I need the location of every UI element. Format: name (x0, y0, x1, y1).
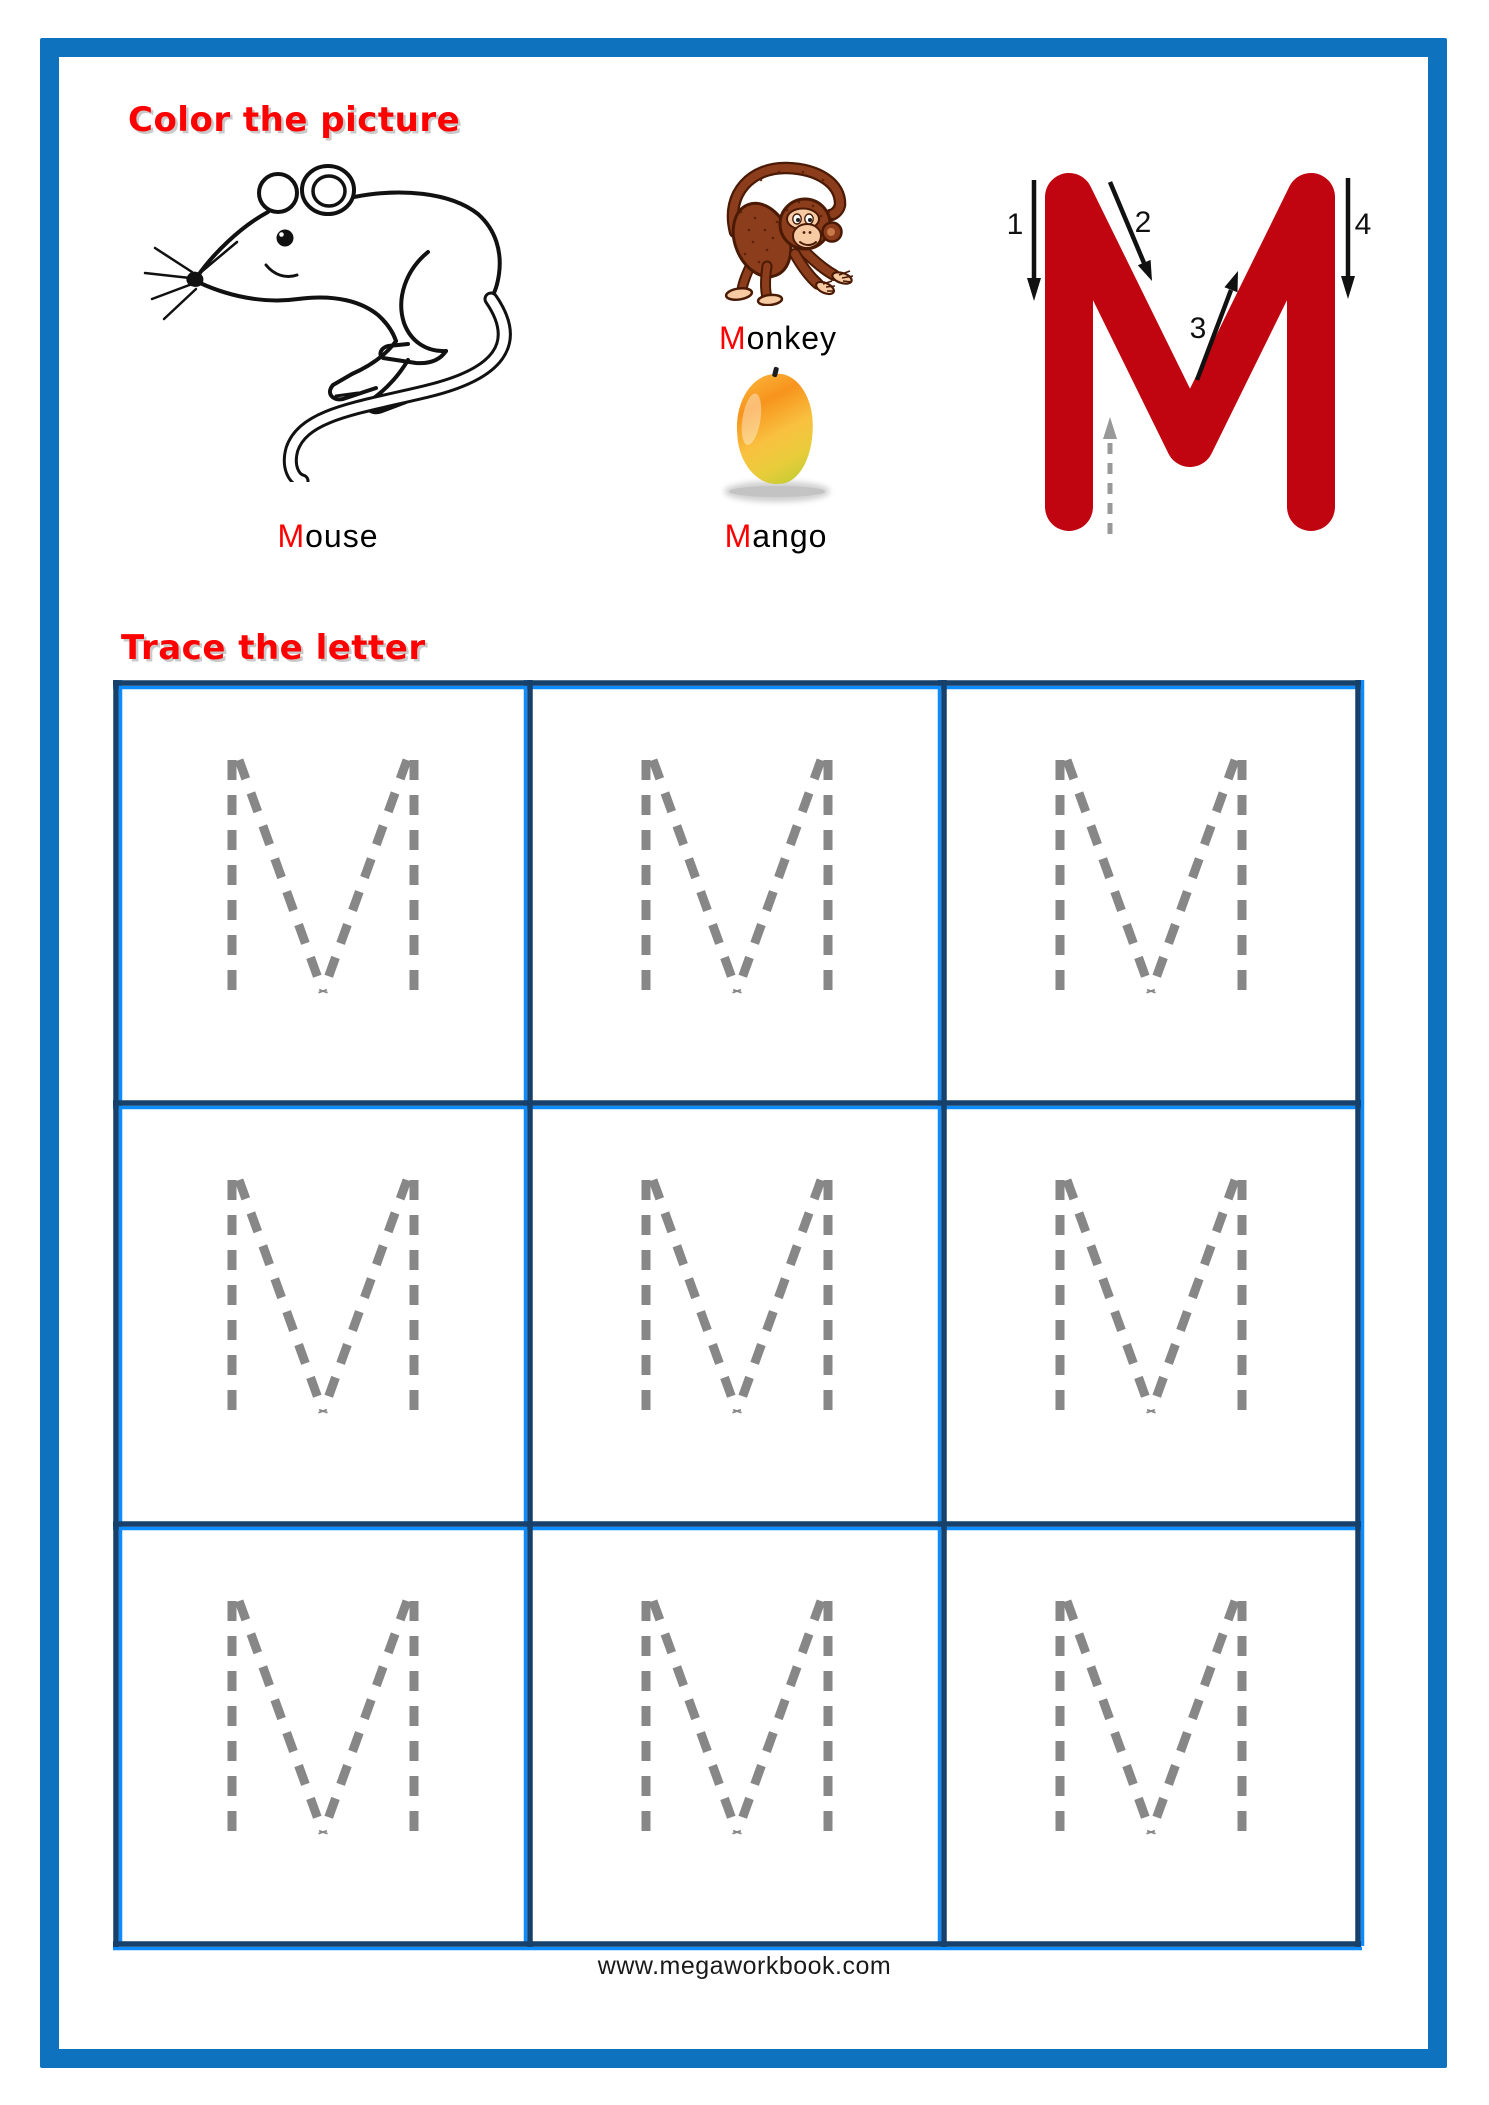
stroke-number-2: 2 (1134, 206, 1152, 239)
trace-cell-letter[interactable] (1060, 760, 1242, 1000)
mango-fruit (734, 372, 816, 486)
monkey-clipart (715, 158, 860, 306)
grid-lines (113, 680, 1361, 1947)
mouse-coloring-image (140, 152, 530, 482)
mango-word-label (676, 518, 876, 555)
mango-shadow (729, 486, 825, 497)
trace-cell-letter[interactable] (1060, 1601, 1242, 1841)
trace-grid[interactable] (110, 676, 1366, 1952)
trace-the-letter-heading: Trace the letter (121, 628, 426, 668)
trace-cell-letter[interactable] (232, 1601, 414, 1841)
mouse-word-label (228, 518, 428, 555)
mango-rest-letters: ango (752, 518, 828, 554)
grid-accent-lines (113, 680, 1363, 1949)
stroke-number-3: 3 (1189, 312, 1207, 345)
mouse-eye (277, 230, 294, 247)
stroke-number-1: 1 (1006, 208, 1024, 241)
mango-initial-letter: M (724, 518, 753, 554)
footer-website: www.megaworkbook.com (597, 1952, 892, 1980)
mouse-line-art (140, 152, 530, 482)
trace-cell-letter[interactable] (646, 1601, 828, 1841)
trace-cell-letter[interactable] (646, 760, 828, 1000)
trace-cell-letter[interactable] (232, 1180, 414, 1420)
monkey-image (715, 158, 860, 306)
monkey-word-label (678, 320, 878, 357)
mouse-left-ear (259, 174, 297, 212)
guide-arrow-up (1103, 417, 1117, 534)
mouse-rest-letters: ouse (305, 518, 379, 554)
mouse-initial-letter: M (277, 518, 306, 554)
letter-formation-diagram (1000, 140, 1400, 550)
trace-cell-letter[interactable] (646, 1180, 828, 1420)
monkey-rest-letters: onkey (746, 320, 838, 356)
trace-cell-letter[interactable] (1060, 1180, 1242, 1420)
stroke-number-4: 4 (1354, 208, 1372, 241)
monkey-initial-letter: M (718, 320, 747, 356)
color-the-picture-heading: Color the picture (128, 100, 461, 140)
trace-cell-letter[interactable] (232, 760, 414, 1000)
mango-image (725, 362, 835, 502)
